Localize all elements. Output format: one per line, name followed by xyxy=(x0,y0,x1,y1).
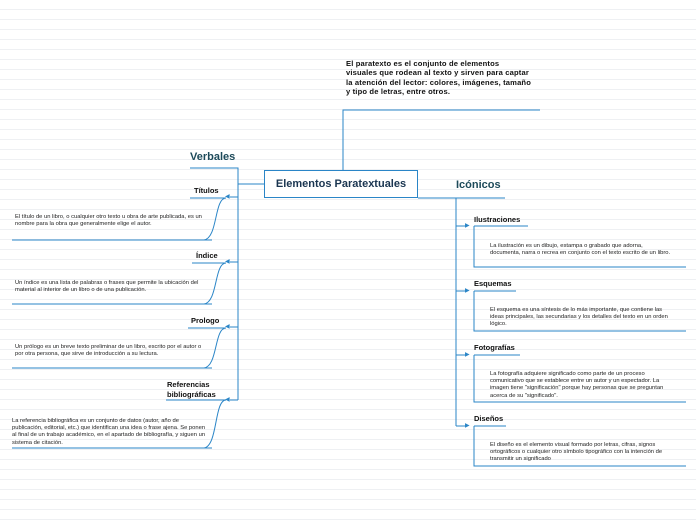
desc-referencias[interactable]: La referencia bibliográfica es un conjunto de datos (autor, año de publicación, editorial, etc.) que identifican una idea o frase ajena. Se ponen al final de un trabajo académico, en el apartado de bibliografía, y siguen un sistema de citación. xyxy=(12,418,206,446)
central-topic[interactable]: Elementos Paratextuales xyxy=(264,170,418,198)
topic-referencias[interactable]: Referencias bibliográficas xyxy=(167,380,216,399)
left-topic-connector xyxy=(190,197,238,198)
topic-titulos[interactable]: Títulos xyxy=(194,186,219,195)
desc-esquemas[interactable]: El esquema es una síntesis de lo más importante, que contiene las ideas principales, las secundarias y los detalles del texto en un orden lógico. xyxy=(490,307,668,328)
topic-indice[interactable]: Índice xyxy=(196,251,218,260)
desc-prologo[interactable]: Un prólogo es un breve texto preliminar de un libro, escrito por el autor o por otra persona, que sirve de introducción a su lectura. xyxy=(15,344,202,358)
desc-indice[interactable]: Un índice es una lista de palabras o frases que permite la ubicación del material al interior de un libro o de una publicación. xyxy=(15,280,199,294)
branch-iconicos[interactable]: Icónicos xyxy=(456,179,501,191)
arrowhead-icon: ▶ xyxy=(465,288,470,294)
topic-esquemas[interactable]: Esquemas xyxy=(474,279,512,288)
arrowhead-icon: ▶ xyxy=(465,352,470,358)
desc-titulos[interactable]: El título de un libro, o cualquier otro texto u obra de arte publicada, es un nombre para la obra que generalmente elige el autor. xyxy=(15,214,202,228)
topic-disenos[interactable]: Diseños xyxy=(474,414,504,423)
branch-verbales[interactable]: Verbales xyxy=(190,151,236,163)
left-topic-connector xyxy=(192,262,238,263)
arrowhead-icon: ◀ xyxy=(225,194,230,200)
left-branch-connector xyxy=(190,168,264,184)
left-topic-connector xyxy=(188,327,238,328)
desc-fotografias[interactable]: La fotografía adquiere significado como parte de un proceso comunicativo que se establece entre un autor y un espectador. La imagen tiene "significación" porque hay personas que se preguntan acerca de su "significado". xyxy=(490,371,664,399)
arrowhead-icon: ◀ xyxy=(225,324,230,330)
arrowhead-icon: ▶ xyxy=(465,223,470,229)
arrowhead-icon: ◀ xyxy=(225,397,230,403)
intro-note[interactable]: El paratexto es el conjunto de elementos visuales que rodean al texto y sirven para captar la atención del lector: colores, imágenes, tamaño y tipo de letras, entre otros. xyxy=(346,59,532,97)
arrowhead-icon: ◀ xyxy=(225,259,230,265)
arrowhead-icon: ▶ xyxy=(465,423,470,429)
note-connector xyxy=(343,110,540,170)
topic-fotografias[interactable]: Fotografías xyxy=(474,343,515,352)
topic-ilustraciones[interactable]: Ilustraciones xyxy=(474,215,521,224)
desc-ilustraciones[interactable]: La ilustración es un dibujo, estampa o grabado que adorna, documenta, narra o recrea en conjunto con el texto escrito de un libro. xyxy=(490,243,671,257)
desc-disenos[interactable]: El diseño es el elemento visual formado por letras, cifras, signos ortográficos o cualquier otro símbolo tipográfico con la intención de transmitir un significado xyxy=(490,442,663,463)
topic-prologo[interactable]: Prologo xyxy=(191,316,220,325)
